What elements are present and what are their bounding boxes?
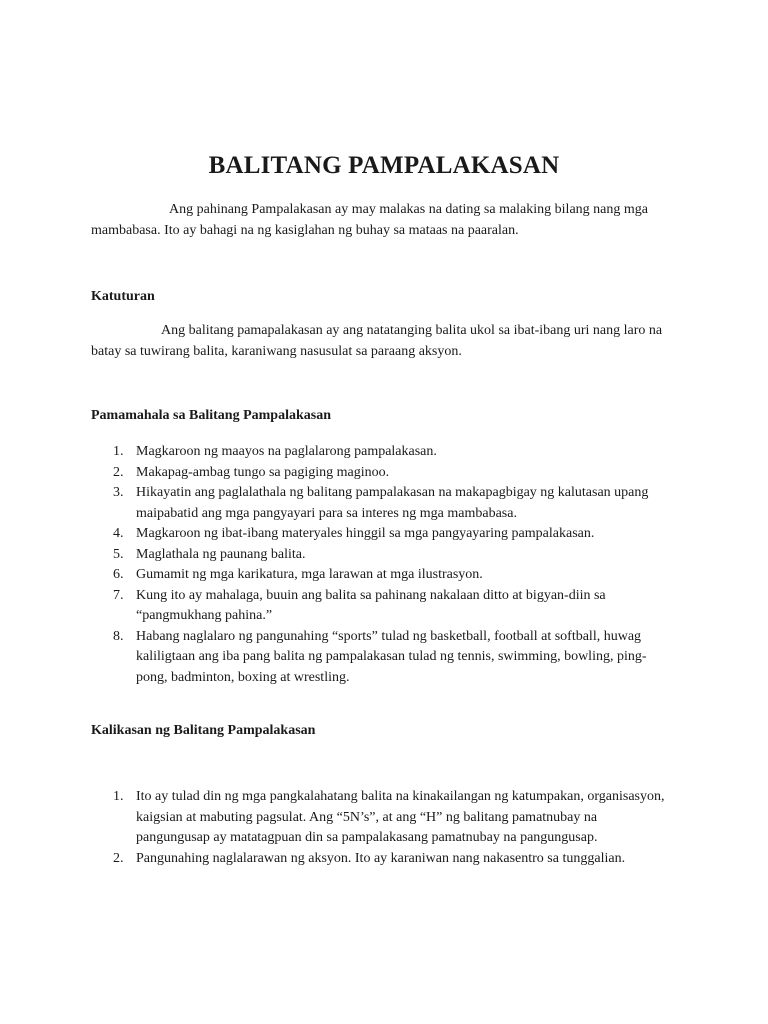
katuturan-paragraph	[91, 320, 676, 362]
list-item	[91, 524, 671, 545]
pamamahala-list	[91, 442, 671, 688]
list-item-text: Magkaroon ng ibat-ibang materyales hinggil sa mga pangyayaring pampalakasan.	[136, 526, 595, 541]
list-item-text: Kung ito ay mahalaga, buuin ang balita sa pahinang nakalaan ditto at bigyan-diin sa “pangmukhang pahina.”	[136, 587, 606, 623]
list-number: 4.	[113, 526, 124, 541]
list-item	[91, 442, 671, 463]
list-number: 6.	[113, 567, 124, 582]
page-title: BALITANG PAMPALAKASAN	[208, 152, 560, 179]
section-heading-katuturan: Katuturan	[91, 289, 155, 304]
list-number: 1.	[113, 444, 124, 459]
list-number: 5.	[113, 546, 124, 562]
section-heading-kalikasan: Kalikasan ng Balitang Pampalakasan	[91, 723, 316, 738]
intro-text: Ang pahinang Pampalakasan ay may malakas na dating sa malaking bilang nang mga mambabasa. Ito ay bahagi na ng kasiglahan ng buhay sa mataas na paaralan.	[91, 202, 648, 238]
list-item-text: Pangunahing naglalarawan ng aksyon. Ito ay karaniwan nang nakasentro sa tunggalian.	[136, 850, 626, 866]
kalikasan-list	[91, 787, 671, 869]
list-item-text: Hikayatin ang paglalathala ng balitang pampalakasan na makapagbigay ng kalutasan upang maipabatid ang mga pangyayari para sa interes ng mga mambabasa.	[136, 485, 649, 521]
list-number: 7.	[113, 587, 124, 603]
list-item	[91, 545, 671, 566]
list-item	[91, 483, 671, 524]
list-number: 2.	[113, 464, 124, 480]
list-item	[91, 849, 671, 870]
section-heading-pamamahala: Pamamahala sa Balitang Pampalakasan	[91, 408, 331, 423]
list-item-text: Gumamit ng mga karikatura, mga larawan at mga ilustrasyon.	[136, 567, 483, 582]
list-item	[91, 787, 671, 849]
list-item-text: Makapag-ambag tungo sa pagiging maginoo.	[136, 464, 390, 480]
katuturan-text: Ang balitang pamapalakasan ay ang natatanging balita ukol sa ibat-ibang uri nang laro na batay sa tuwirang balita, karaniwang nasusulat sa paraang aksyon.	[91, 323, 663, 359]
list-number: 8.	[113, 628, 124, 644]
list-item	[91, 463, 671, 484]
list-item-text: Maglathala ng paunang balita.	[136, 546, 306, 562]
list-number: 1.	[113, 789, 124, 804]
list-item-text: Magkaroon ng maayos na paglalarong pampalakasan.	[136, 444, 437, 459]
intro-paragraph	[91, 199, 676, 241]
list-item	[91, 586, 671, 627]
list-item-text: Ito ay tulad din ng mga pangkalahatang balita na kinakailangan ng katumpakan, organisasyon, kaigsian at mabuting pagsulat. Ang “5N’s”, at ang “H” ng balitang pamatnubay na pangungusap ay matatagpuan din sa pampalakasang pamatnubay na pangungusap.	[136, 789, 665, 845]
list-item	[91, 627, 671, 689]
list-number: 3.	[113, 485, 124, 500]
list-item	[91, 565, 671, 586]
list-item-text: Habang naglalaro ng pangunahing “sports” tulad ng basketball, football at softball, huwag kaliligtaan ang iba pang balita ng pampalakasan tulad ng tennis, swimming, bowling, ping-pong, badminton, boxing at wrestling.	[136, 628, 647, 685]
list-number: 2.	[113, 850, 124, 866]
